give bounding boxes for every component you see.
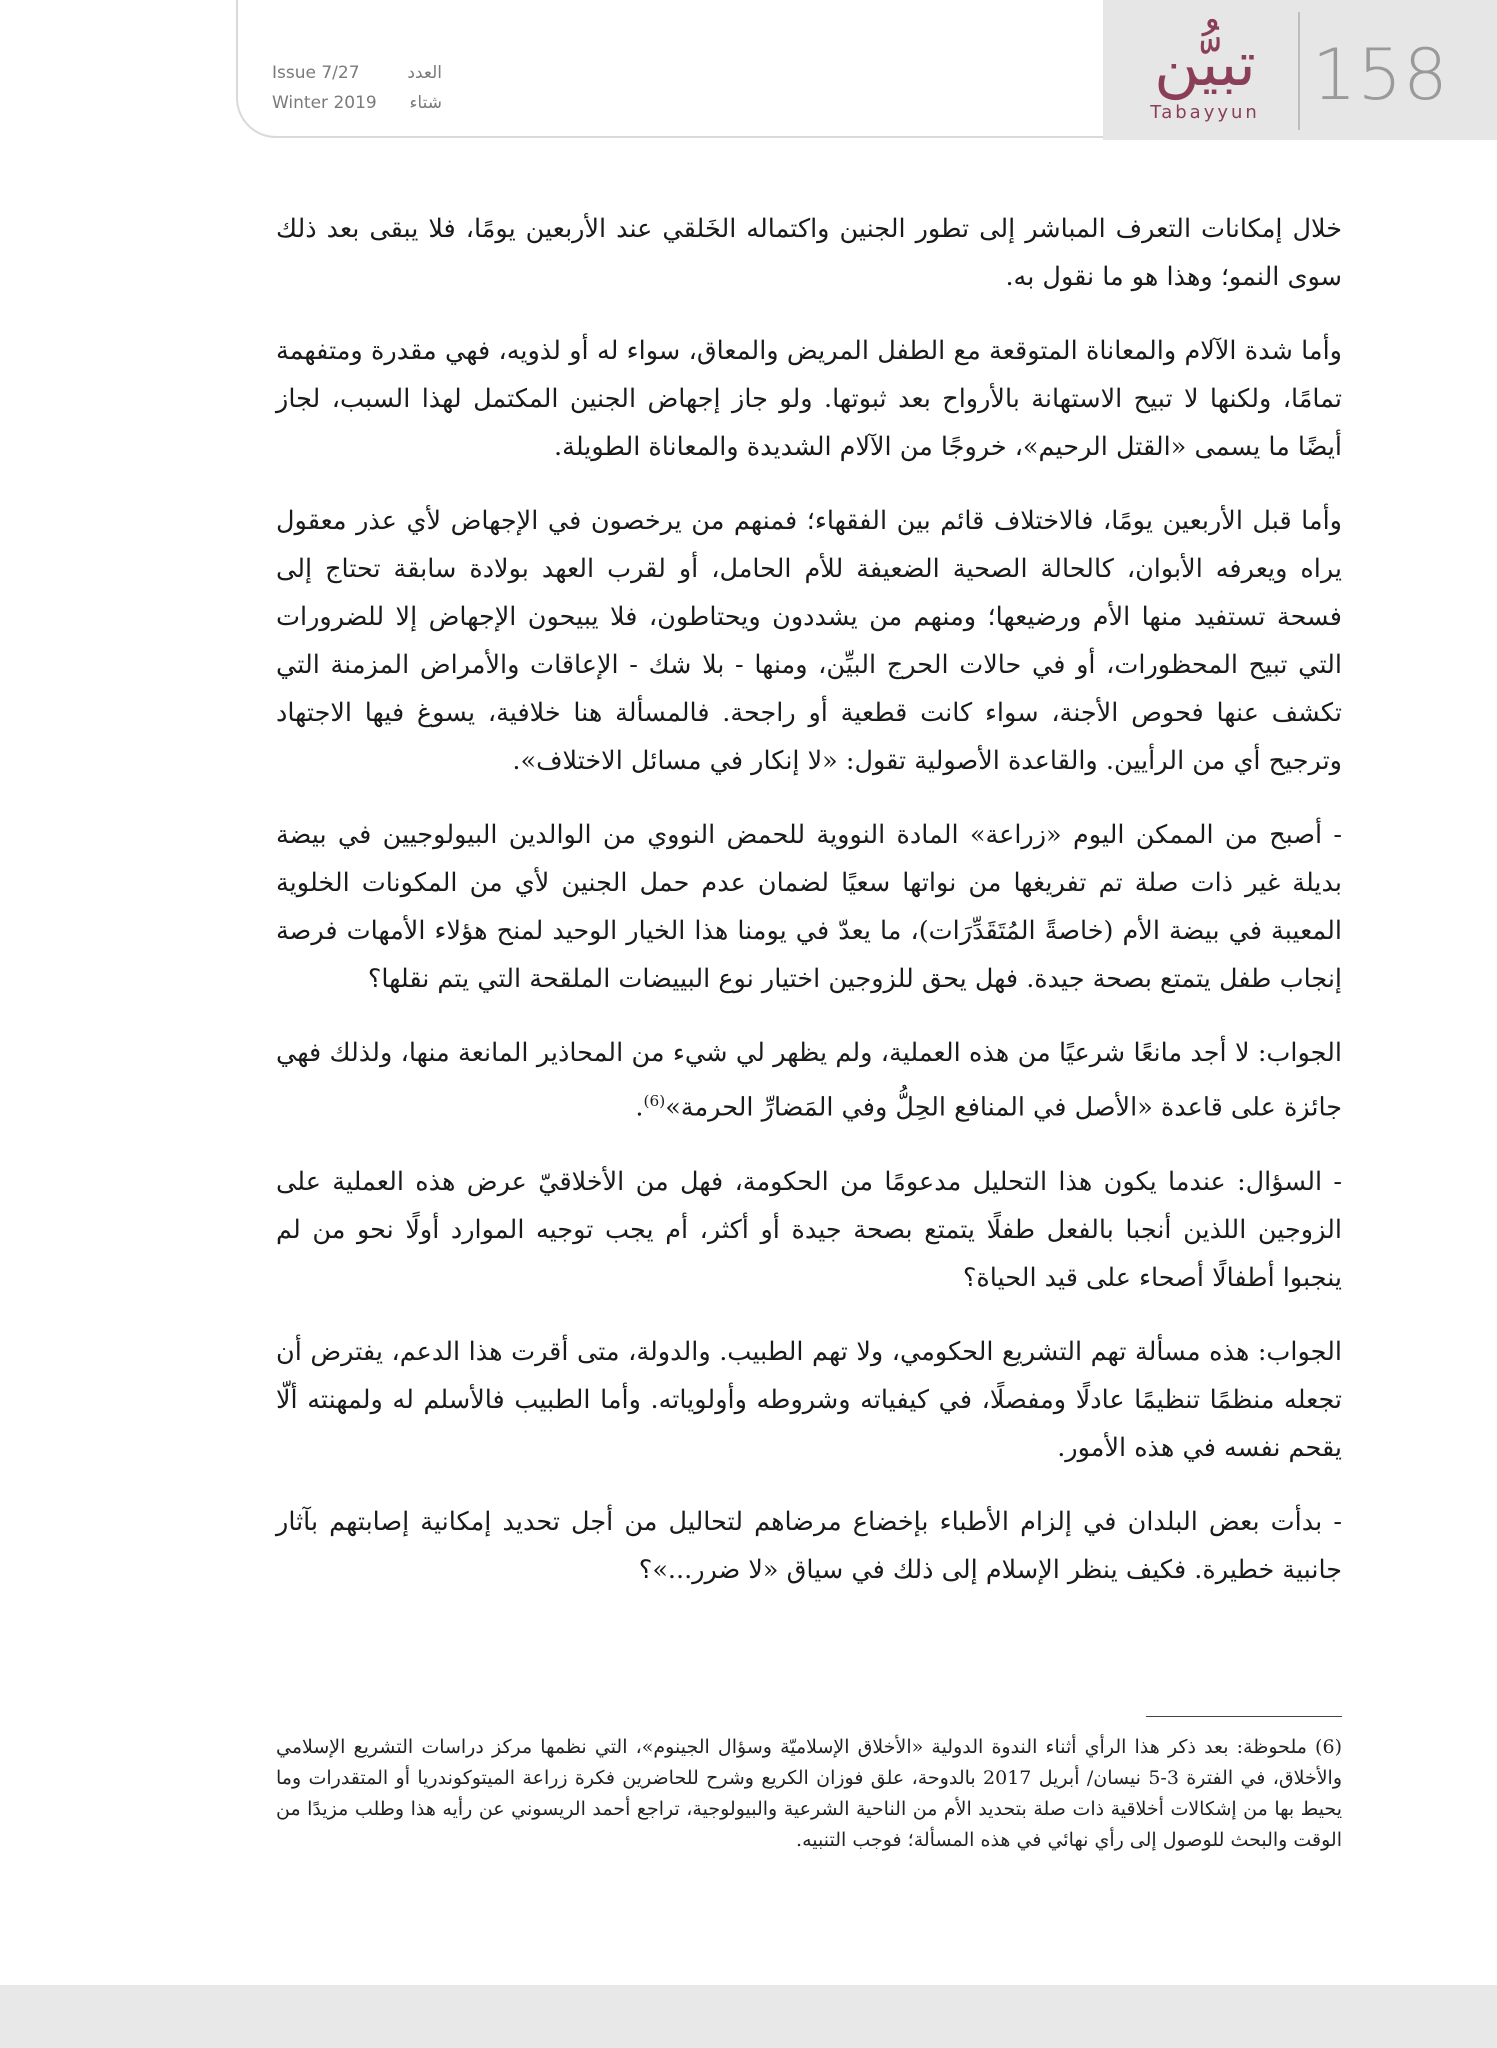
paragraph: الجواب: هذه مسألة تهم التشريع الحكومي، ولا تهم الطبيب. والدولة، متى أقرت هذا الدعم، يفترض أن تجعله منظمًا تنظيمًا عادلًا ومفصلًا، في كيفياته وشروطه وأولوياته. وأما الطبيب فالأسلم له ولمهنته ألّا يقحم نفسه في هذه الأمور. <box>276 1336 1342 1463</box>
footnote-reference[interactable]: (6) <box>643 1092 666 1110</box>
header-divider <box>1298 12 1300 130</box>
question-text: السؤال: عندما يكون هذا التحليل مدعومًا من الحكومة، فهل من الأخلاقيّ عرض هذه العملية على الزوجين اللذين أنجبا بالفعل طفلًا يتمتع بصحة جيدة أو أكثر، أم يجب توجيه الموارد أولًا نحو من لم ينجبوا أطفالًا أصحاء على قيد الحياة؟ <box>276 1166 1342 1293</box>
footnote: (6) ملحوظة: بعد ذكر هذا الرأي أثناء الندوة الدولية «الأخلاق الإسلاميّة وسؤال الجينوم»، التي نظمها مركز دراسات التشريع الإسلامي والأخلاق، في الفترة 3-5 نيسان/ أبريل 2017 بالدوحة، علق فوزان الكريع وشرح للحاضرين فكرة زراعة الميتوكوندريا أو المتقدرات وما يحيط بها من إشكالات أخلاقية ذات صلة بتحديد الأم من الناحية الشرعية والبيولوجية، تراجع أحمد الريسوني عن رأيه هذا وطلب مزيدًا من الوقت والبحث للوصول إلى رأي نهائي في هذه المسألة؛ فوجب التنبيه. <box>276 1736 1342 1851</box>
article-body <box>276 205 1342 1620</box>
issue-arabic: العدد <box>407 63 442 83</box>
question-prefix: - <box>1333 1166 1343 1197</box>
paragraph: وأما شدة الآلام والمعاناة المتوقعة مع الطفل المريض والمعاق، سواء له أو لذويه، فهي مقدرة ومتفهمة تمامًا، ولكنها لا تبيح الاستهانة بالأرواح بعد ثبوتها. ولو جاز إجهاض الجنين المكتمل لهذا السبب، لجاز أيضًا ما يسمى «القتل الرحيم»، خروجًا من الآلام الشديدة والمعاناة الطويلة. <box>276 336 1342 462</box>
answer-text: الجواب: لا أجد مانعًا شرعيًا من هذه العملية، ولم يظهر لي شيء من المحاذير المانعة منها، ولذلك فهي جائزة على قاعدة «الأصل في المنافع الحِلُّ وفي المَضارِّ الحرمة» <box>276 1038 1342 1123</box>
footnote-separator <box>1146 1716 1342 1717</box>
paragraph: خلال إمكانات التعرف المباشر إلى تطور الجنين واكتماله الخَلقي عند الأربعين يومًا، فلا يبقى بعد ذلك سوى النمو؛ وهذا هو ما نقول به. <box>276 214 1342 292</box>
answer-paragraph <box>276 1029 1342 1132</box>
season-latin: Winter 2019 <box>272 93 377 113</box>
logo-arabic: تبيُّن <box>1154 27 1256 100</box>
paragraph <box>276 1158 1342 1302</box>
issue-info <box>272 58 442 118</box>
season-arabic: شتاء <box>409 93 442 113</box>
page-footer-bar <box>0 1985 1497 2048</box>
page-header <box>0 0 1497 140</box>
paragraph: وأما قبل الأربعين يومًا، فالاختلاف قائم بين الفقهاء؛ فمنهم من يرخصون في الإجهاض لأي عذر معقول يراه ويعرفه الأبوان، كالحالة الصحية الضعيفة للأم الحامل، أو لقرب العهد بولادة سابقة تحتاج إلى فسحة تستفيد منها الأم ورضيعها؛ ومنهم من يشددون ويحتاطون، فلا يبيحون الإجهاض إلا للضرورات التي تبيح المحظورات، أو في حالات الحرج البيِّن، ومنها - بلا شك - الإعاقات والأمراض المزمنة التي تكشف عنها فحوص الأجنة، سواء كانت قطعية أو راجحة. فالمسألة هنا خلافية، يسوغ فيها الاجتهاد وترجيح أي من الرأيين. والقاعدة الأصولية تقول: «لا إنكار في مسائل الاختلاف». <box>276 506 1342 776</box>
page-number: 158 <box>1312 34 1449 116</box>
logo-latin: Tabayyun <box>1150 102 1260 123</box>
journal-logo <box>1130 24 1280 134</box>
issue-latin: Issue 7/27 <box>272 63 360 83</box>
paragraph: - بدأت بعض البلدان في إلزام الأطباء بإخضاع مرضاهم لتحاليل من أجل تحديد إمكانية إصابتهم بآثار جانبية خطيرة. فكيف ينظر الإسلام إلى ذلك في سياق «لا ضرر...»؟ <box>276 1506 1342 1585</box>
answer-end: . <box>635 1092 644 1123</box>
paragraph: - أصبح من الممكن اليوم «زراعة» المادة النووية للحمض النووي من الوالدين البيولوجيين في بيضة بديلة غير ذات صلة تم تفريغها من نواتها سعيًا لضمان عدم حمل الجنين لأي من المكونات الخلوية المعيبة في بيضة الأم (خاصةً المُتَقَدِّرَات)، ما يعدّ في يومنا هذا الخيار الوحيد لمنح هؤلاء الأمهات فرصة إنجاب طفل يتمتع بصحة جيدة. فهل يحق للزوجين اختيار نوع البييضات الملقحة التي يتم نقلها؟ <box>276 820 1342 994</box>
